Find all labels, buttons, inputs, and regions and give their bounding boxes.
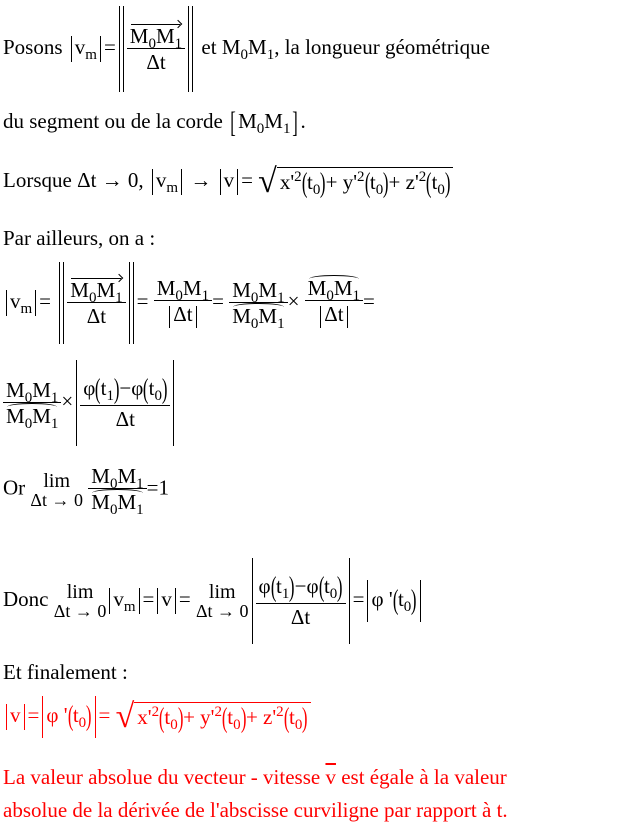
- line-9: Et finalement :: [3, 660, 128, 684]
- abs-bar-right: [100, 36, 101, 62]
- norm-bar-left: [59, 262, 64, 344]
- abs-bar-left: [220, 169, 221, 195]
- limit-operator: lim Δt → 0: [195, 581, 249, 621]
- line-12-conclusion: absolue de la dérivée de l'abscisse curviligne par rapport à t.: [3, 798, 508, 822]
- abs-bar-left: [76, 360, 77, 446]
- line1-tail: , la longueur géométrique: [274, 34, 490, 59]
- line-3: Lorsque Δt → 0, $v_m \to v$ = √ $x'^2(t_0)+ y'^2(t_0)+ z'^2(t_0)$: [3, 165, 453, 199]
- phi-difference-fraction: $\frac{\varphi(t_1)-\varphi(t_0)}{\Delta t}$: [80, 376, 170, 430]
- line-4: Par ailleurs, on a :: [3, 226, 156, 250]
- segment-text: du segment ou de la corde: [3, 108, 223, 133]
- donc-word: Donc: [3, 586, 49, 611]
- et-text: et M: [201, 34, 241, 59]
- line-2: du segment ou de la corde [ $M_0M_1$] .: [3, 106, 306, 139]
- abs-bar-right: [173, 360, 174, 446]
- abs-bar-right: [237, 169, 238, 195]
- arrow: →: [190, 167, 212, 192]
- velocity-fraction: $\frac{M_0M_1}{\Delta t}$: [127, 26, 185, 73]
- posons-word: Posons: [3, 34, 63, 59]
- equals-sign: =: [103, 34, 116, 59]
- abs-bar-left: [152, 169, 153, 195]
- sqrt-expression: √ $x'^2(t_0)+ y'^2(t_0)+ z'^2(t_0)$: [116, 700, 311, 734]
- chord-over-arc: $\frac{M_0M_1}{M_0M_1}$: [3, 380, 61, 427]
- arc-over-abs-dt: $\frac{M_0M_1}{\Delta t}$: [305, 278, 363, 327]
- norm-bar-right: [129, 262, 134, 344]
- limit-operator: lim Δt → 0: [53, 581, 107, 621]
- line-10-result: v = φ '$(t_0)$ = √ $x'^2(t_0)+ y'^2(t_0)+ z'^2(t_0)$: [3, 696, 311, 738]
- left-bracket: [: [230, 106, 236, 139]
- norm-bar-right: [188, 6, 193, 92]
- chord-over-arc: $\frac{M_0M_1}{M_0M_1}$: [88, 466, 146, 513]
- abs-bar-left: [71, 36, 72, 62]
- v-symbol: v: [74, 34, 86, 59]
- abs-bar-left: [6, 290, 7, 316]
- line-8: Donc lim Δt → 0 $v_m = v$ = lim Δt → 0 $\frac{\varphi(t_1)-\varphi(t_0)}{\Delta t}$ = φ '$(t_0)$: [3, 558, 424, 644]
- chord-over-arc: $\frac{M_0M_1}{M_0M_1}$: [229, 280, 287, 327]
- norm-bar-left: [119, 6, 124, 92]
- vector-v: $\overline{v}$: [325, 765, 336, 789]
- chord-over-abs-dt: $\frac{M_0M_1}{\Delta t}$: [154, 278, 212, 327]
- abs-bar-right: [181, 169, 182, 195]
- lorsque-text: Lorsque Δt → 0,: [3, 167, 144, 192]
- line-1: Posons $v_m$ = $\frac{M_0M_1}{\Delta t}$ et $M_0M_1$, la longueur géométrique: [3, 6, 490, 92]
- line-7: Or lim Δt → 0 $\frac{M_0M_1}{M_0M_1}$ =1: [3, 464, 169, 518]
- sqrt-expression: √ $x'^2(t_0)+ y'^2(t_0)+ z'^2(t_0)$: [258, 165, 453, 199]
- line-11-conclusion: La valeur absolue du vecteur - vitesse $\overline{v}$ est égale à la valeur: [3, 765, 507, 789]
- phi-difference-fraction: $\frac{\varphi(t_1)-\varphi(t_0)}{\Delta t}$: [256, 574, 346, 628]
- or-word: Or: [3, 475, 26, 500]
- limit-operator: lim Δt → 0: [30, 469, 83, 510]
- vector-fraction: $\frac{M_0M_1}{\Delta t}$: [67, 280, 125, 327]
- right-bracket: ]: [292, 106, 299, 139]
- line-6: $\frac{M_0M_1}{M_0M_1}$ × $\frac{\varphi(t_1)-\varphi(t_0)}{\Delta t}$: [3, 360, 177, 446]
- subscript-m: m: [85, 46, 97, 63]
- abs-bar-right: [35, 290, 36, 316]
- line-5: $v_m$ = $\frac{M_0M_1}{\Delta t}$ = $\frac{M_0M_1}{\Delta t}$ = $\frac{M_0M_1}{M_0M_1}$ × $\frac{M_0M_1}{\Delta t}$ =: [3, 262, 375, 344]
